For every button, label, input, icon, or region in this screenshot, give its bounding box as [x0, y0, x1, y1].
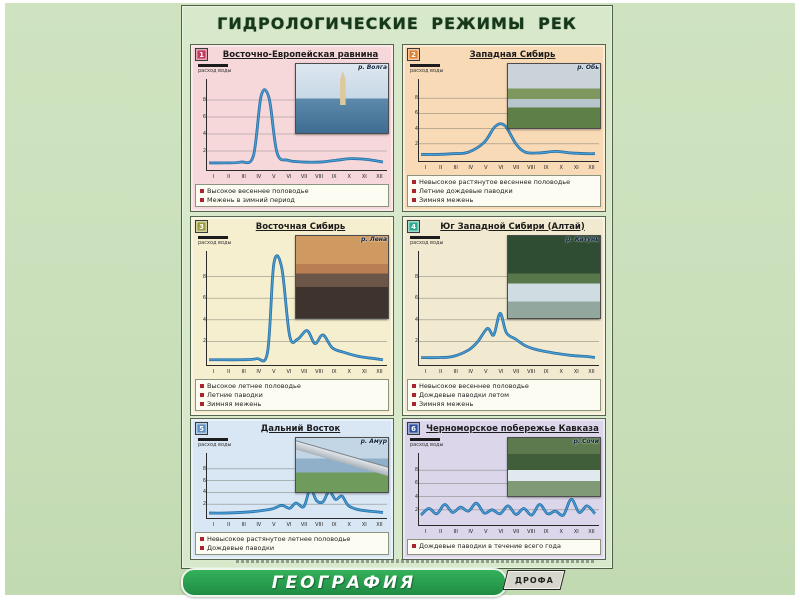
month-tick-label: VII — [300, 522, 308, 528]
notes — [407, 379, 601, 411]
y-tick-label: 6 — [414, 110, 418, 117]
y-tick-label: 4 — [414, 125, 418, 132]
month-tick-label: I — [212, 522, 215, 528]
panel-header — [403, 419, 605, 436]
series-brand-label: ГЕОГРАФИЯ — [271, 572, 417, 593]
regime-note — [200, 196, 384, 204]
y-tick-label: 6 — [414, 480, 418, 487]
regime-note — [412, 178, 596, 186]
month-tick-label: VI — [286, 369, 292, 375]
bullet-icon — [200, 189, 204, 193]
month-tick-label: IV — [468, 369, 474, 375]
publisher-label: ДРОФА — [514, 575, 554, 585]
hydrograph-chart — [194, 437, 390, 530]
y-tick-label: 8 — [414, 467, 418, 474]
legend-label: расход воды — [410, 442, 444, 448]
month-tick-label: IX — [331, 522, 337, 528]
month-axis — [206, 172, 387, 182]
month-tick-label: II — [227, 369, 231, 375]
bullet-icon — [412, 402, 416, 406]
y-tick-label: 6 — [202, 114, 206, 120]
month-tick-label: I — [424, 165, 427, 171]
month-axis — [206, 520, 387, 530]
legend-line-sample — [410, 236, 440, 239]
regime-note-text: Зимняя межень — [207, 400, 262, 408]
chart-legend — [410, 64, 443, 74]
regime-note-text: Летние дождевые паводки — [419, 187, 513, 195]
y-tick-label: 8 — [202, 97, 206, 103]
month-tick-label: XI — [361, 522, 367, 528]
month-tick-label: X — [559, 165, 563, 171]
photo-inset — [295, 235, 389, 319]
regime-note-text: Невысокое растянутое весеннее половодье — [419, 178, 571, 186]
regime-note — [200, 382, 384, 390]
month-tick-label: IX — [543, 165, 549, 171]
month-tick-label: VII — [300, 369, 308, 375]
bullet-icon — [412, 393, 416, 397]
month-tick-label: VIII — [315, 174, 324, 180]
month-tick-label: VIII — [527, 165, 536, 171]
panel-western-siberia — [402, 44, 606, 212]
panel-header — [403, 217, 605, 234]
river-label: р. Обь — [577, 64, 599, 71]
regime-note-text: Дождевые паводки летом — [419, 391, 510, 399]
month-tick-label: IV — [468, 165, 474, 171]
bullet-icon — [412, 180, 416, 184]
month-tick-label: IX — [543, 369, 549, 375]
month-tick-label: IV — [468, 529, 474, 535]
month-tick-label: III — [241, 522, 246, 528]
poster-title: ГИДРОЛОГИЧЕСКИЕ РЕЖИМЫ РЕК — [217, 14, 577, 33]
month-tick-label: II — [439, 369, 443, 375]
geography-series-banner — [181, 568, 507, 597]
legend-label: расход воды — [410, 240, 444, 246]
month-tick-label: VII — [512, 369, 520, 375]
panel-number-badge: 1 — [195, 48, 208, 61]
month-tick-label: VIII — [315, 522, 324, 528]
month-tick-label: III — [241, 369, 246, 375]
river-label: р. Катунь — [566, 236, 599, 243]
month-tick-label: II — [227, 174, 231, 180]
river-label: р. Амур — [360, 438, 387, 445]
month-axis — [418, 163, 599, 173]
bullet-icon — [200, 546, 204, 550]
month-axis — [418, 527, 599, 537]
month-tick-label: V — [272, 522, 276, 528]
y-tick-label: 2 — [414, 140, 418, 147]
bullet-icon — [200, 198, 204, 202]
panel-east-european-plain — [190, 44, 394, 212]
y-tick-label: 4 — [414, 493, 418, 500]
photo-inset — [295, 63, 389, 134]
photo-inset — [507, 235, 601, 319]
legend-line-sample — [410, 64, 440, 67]
bullet-icon — [200, 384, 204, 388]
notes — [195, 532, 389, 555]
regime-note-text: Межень в зимний период — [207, 196, 295, 204]
month-tick-label: VII — [300, 174, 308, 180]
regime-note-text: Высокое летнее половодье — [207, 382, 301, 390]
month-tick-label: V — [272, 174, 276, 180]
month-tick-label: X — [347, 369, 351, 375]
y-tick-label: 4 — [202, 489, 206, 496]
river-label: р. Волга — [358, 64, 387, 71]
panel-header — [403, 45, 605, 62]
y-tick-label: 6 — [202, 477, 206, 484]
y-tick-label: 8 — [414, 95, 418, 102]
bullet-icon — [412, 544, 416, 548]
month-tick-label: VII — [512, 165, 520, 171]
panel-region-title: Дальний Восток — [260, 423, 341, 434]
month-tick-label: IX — [331, 369, 337, 375]
notes — [195, 379, 389, 411]
y-tick-label: 8 — [414, 273, 418, 280]
month-tick-label: XI — [573, 369, 579, 375]
month-tick-label: I — [424, 529, 427, 535]
bullet-icon — [412, 189, 416, 193]
month-tick-label: VI — [286, 174, 292, 180]
month-tick-label: IX — [331, 174, 337, 180]
month-tick-label: XI — [573, 529, 579, 535]
month-axis — [418, 367, 599, 377]
month-tick-label: X — [347, 174, 351, 180]
regime-note — [412, 187, 596, 195]
photo-inset — [507, 63, 601, 129]
month-tick-label: VII — [512, 529, 520, 535]
month-tick-label: I — [212, 174, 215, 180]
month-tick-label: V — [484, 529, 488, 535]
regime-note — [412, 391, 596, 399]
legend-line-sample — [410, 438, 440, 441]
month-tick-label: II — [439, 165, 443, 171]
month-tick-label: I — [212, 369, 215, 375]
chart-legend — [198, 64, 231, 74]
panel-region-title: Восточная Сибирь — [255, 221, 346, 232]
month-tick-label: XII — [376, 522, 383, 528]
notes — [407, 539, 601, 555]
regime-note — [412, 400, 596, 408]
regime-note-text: Зимняя межень — [419, 400, 474, 408]
month-axis — [206, 367, 387, 377]
panel-black-sea-coast-caucasus — [402, 418, 606, 560]
y-tick-label: 2 — [202, 338, 206, 345]
month-tick-label: IV — [256, 522, 262, 528]
month-tick-label: XII — [588, 369, 595, 375]
notes — [195, 184, 389, 207]
fine-print-line — [236, 559, 596, 563]
y-tick-label: 4 — [414, 316, 418, 323]
chart-legend — [410, 236, 443, 246]
notes — [407, 175, 601, 207]
y-tick-label: 6 — [414, 295, 418, 302]
river-label: р. Лена — [361, 236, 387, 243]
bullet-icon — [200, 393, 204, 397]
legend-label: расход воды — [198, 68, 232, 74]
poster-sheet — [181, 5, 613, 569]
panel-far-east — [190, 418, 394, 560]
bullet-icon — [412, 384, 416, 388]
month-tick-label: VI — [498, 369, 504, 375]
regime-note-text: Невысокое растянутое летнее половодье — [207, 535, 351, 543]
month-tick-label: V — [484, 165, 488, 171]
regime-note-text: Летние паводки — [207, 391, 263, 399]
legend-label: расход воды — [198, 240, 232, 246]
panel-number-badge: 6 — [407, 422, 420, 435]
y-tick-label: 2 — [414, 338, 418, 345]
bullet-icon — [200, 537, 204, 541]
panel-region-title: Восточно-Европейская равнина — [222, 49, 379, 60]
month-tick-label: XI — [361, 174, 367, 180]
panel-number-badge: 4 — [407, 220, 420, 233]
chart-legend — [410, 438, 443, 448]
hydrograph-chart — [406, 63, 602, 173]
photo-inset — [507, 437, 601, 497]
y-tick-label: 4 — [202, 131, 206, 137]
month-tick-label: XII — [588, 165, 595, 171]
month-tick-label: I — [424, 369, 427, 375]
bullet-icon — [200, 402, 204, 406]
month-tick-label: IV — [256, 174, 262, 180]
regime-note-text: Высокое весеннее половодье — [207, 187, 309, 195]
regime-note — [412, 196, 596, 204]
y-tick-label: 6 — [202, 295, 206, 302]
y-tick-label: 2 — [414, 506, 418, 513]
y-tick-label: 4 — [202, 316, 206, 323]
publisher-logo — [503, 570, 566, 590]
month-tick-label: VIII — [527, 529, 536, 535]
y-tick-label: 8 — [202, 273, 206, 280]
panel-header — [191, 217, 393, 234]
month-tick-label: XII — [376, 369, 383, 375]
legend-label: расход воды — [410, 68, 444, 74]
month-tick-label: VI — [498, 529, 504, 535]
panel-south-western-siberia-altai — [402, 216, 606, 416]
panel-header — [191, 419, 393, 436]
month-tick-label: V — [484, 369, 488, 375]
month-tick-label: X — [347, 522, 351, 528]
regime-note — [200, 400, 384, 408]
month-tick-label: X — [559, 369, 563, 375]
month-tick-label: XII — [376, 174, 383, 180]
regime-note-text: Зимняя межень — [419, 196, 474, 204]
legend-line-sample — [198, 64, 228, 67]
legend-line-sample — [198, 236, 228, 239]
panel-eastern-siberia — [190, 216, 394, 416]
panel-number-badge: 3 — [195, 220, 208, 233]
legend-line-sample — [198, 438, 228, 441]
regime-note — [200, 187, 384, 195]
month-tick-label: XII — [588, 529, 595, 535]
photo-inset — [295, 437, 389, 493]
chart-legend — [198, 236, 231, 246]
poster-background — [5, 3, 795, 595]
month-tick-label: VIII — [315, 369, 324, 375]
month-tick-label: VI — [498, 165, 504, 171]
regime-note — [200, 391, 384, 399]
hydrograph-chart — [194, 63, 390, 182]
y-tick-label: 8 — [202, 465, 206, 472]
month-tick-label: V — [272, 369, 276, 375]
chart-legend — [198, 438, 231, 448]
panel-region-title: Западная Сибирь — [469, 49, 556, 60]
river-label: р. Сочи — [573, 438, 599, 445]
month-tick-label: XI — [361, 369, 367, 375]
month-tick-label: XI — [573, 165, 579, 171]
panel-number-badge: 2 — [407, 48, 420, 61]
panel-number-badge: 5 — [195, 422, 208, 435]
month-tick-label: X — [559, 529, 563, 535]
regime-note — [412, 542, 596, 550]
hydrograph-chart — [406, 437, 602, 537]
regime-note — [412, 382, 596, 390]
month-tick-label: II — [227, 522, 231, 528]
hydrograph-chart — [194, 235, 390, 377]
panel-header — [191, 45, 393, 62]
regime-note — [200, 535, 384, 543]
hydrograph-chart — [406, 235, 602, 377]
month-tick-label: II — [439, 529, 443, 535]
bullet-icon — [412, 198, 416, 202]
panel-region-title: Черноморское побережье Кавказа — [426, 423, 599, 434]
y-tick-label: 2 — [202, 501, 206, 508]
month-tick-label: III — [453, 529, 458, 535]
month-tick-label: III — [453, 369, 458, 375]
month-tick-label: VIII — [527, 369, 536, 375]
regime-note-text: Дождевые паводки в течение всего года — [419, 542, 561, 550]
panel-region-title: Юг Западной Сибири (Алтай) — [440, 221, 585, 232]
month-tick-label: III — [241, 174, 246, 180]
month-tick-label: III — [453, 165, 458, 171]
month-tick-label: VI — [286, 522, 292, 528]
y-tick-label: 2 — [202, 148, 206, 154]
regime-note-text: Невысокое весеннее половодье — [419, 382, 529, 390]
legend-label: расход воды — [198, 442, 232, 448]
regime-note — [200, 544, 384, 552]
month-tick-label: IX — [543, 529, 549, 535]
month-tick-label: IV — [256, 369, 262, 375]
regime-note-text: Дождевые паводки — [207, 544, 275, 552]
